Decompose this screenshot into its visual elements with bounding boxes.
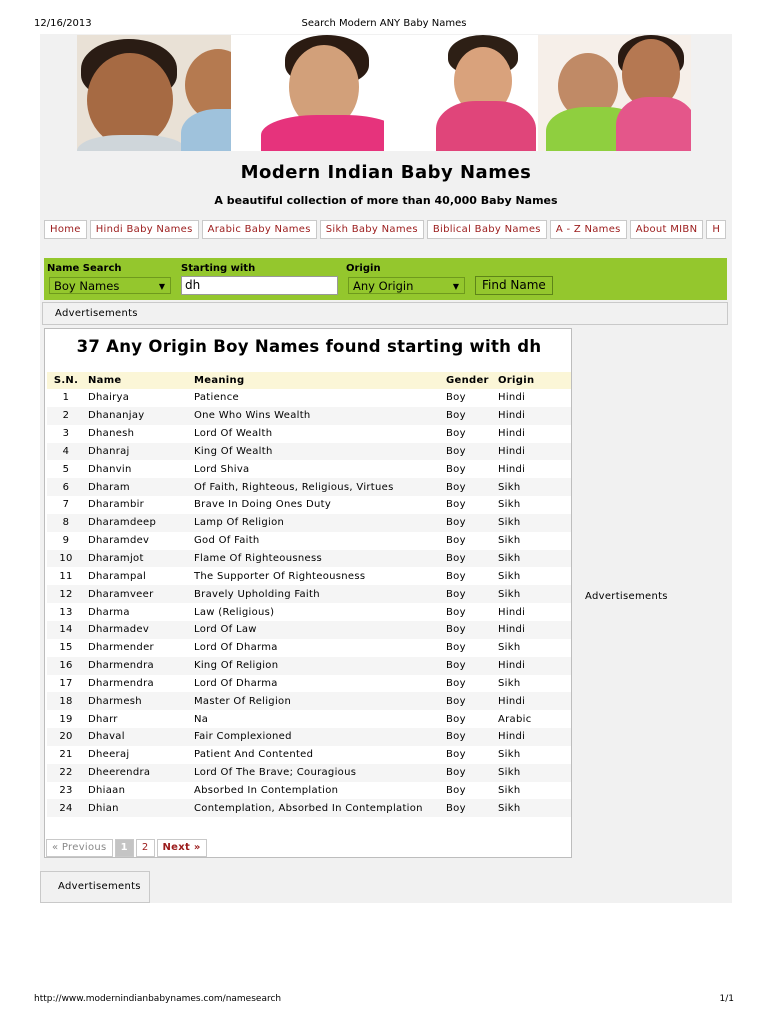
cell-meaning: King Of Wealth <box>191 443 443 461</box>
cell-meaning: Lord Of Law <box>191 621 443 639</box>
cell-origin: Sikh <box>498 642 521 654</box>
cell-gender: Boy <box>446 784 466 796</box>
cell-name: Dharamveer <box>85 585 191 603</box>
cell-sn: 1 <box>62 392 70 404</box>
cell-meaning: The Supporter Of Righteousness <box>194 570 366 582</box>
table-row <box>47 782 571 800</box>
cell-meaning: King Of Religion <box>191 657 443 675</box>
cell-meaning: Of Faith, Righteous, Religious, Virtues <box>191 478 443 496</box>
cell-name: Dharmadev <box>85 621 191 639</box>
cell-gender: Boy <box>443 585 495 603</box>
table-row <box>47 746 571 764</box>
starting-with-label: Starting with <box>181 263 256 274</box>
cell-origin: Sikh <box>495 799 571 817</box>
table-row <box>47 639 571 657</box>
cell-origin: Sikh <box>498 570 521 582</box>
table-row <box>47 764 571 782</box>
cell-origin: Hindi <box>495 728 571 746</box>
main-nav <box>44 220 728 239</box>
nav-biblical-baby-names[interactable]: Biblical Baby Names <box>427 220 547 239</box>
cell-meaning: Patient And Contented <box>194 749 314 761</box>
cell-origin: Sikh <box>498 677 521 689</box>
cell-gender: Boy <box>443 407 495 425</box>
cell-name: Dharmender <box>88 642 154 654</box>
cell-name: Dhiaan <box>88 784 126 796</box>
cell-sn: 7 <box>62 499 70 511</box>
cell-sn: 2 <box>47 407 85 425</box>
cell-sn: 3 <box>62 428 70 440</box>
cell-name: Dharampal <box>88 570 147 582</box>
top-ad-bar <box>42 302 728 325</box>
page-container <box>40 34 732 903</box>
cell-gender: Boy <box>446 392 466 404</box>
cell-gender: Boy <box>443 514 495 532</box>
pager-previous[interactable]: « Previous <box>46 839 113 857</box>
table-row <box>47 603 571 621</box>
cell-origin: Sikh <box>495 514 571 532</box>
cell-meaning: Lord Of Wealth <box>194 428 273 440</box>
print-date: 12/16/2013 <box>34 18 92 29</box>
cell-meaning: Brave In Doing Ones Duty <box>194 499 332 511</box>
advertisements-label: Advertisements <box>55 308 138 319</box>
cell-gender: Boy <box>446 428 466 440</box>
cell-origin: Hindi <box>498 606 526 618</box>
results-panel <box>44 328 572 858</box>
cell-gender: Boy <box>446 535 466 547</box>
nav-sikh-baby-names[interactable]: Sikh Baby Names <box>320 220 424 239</box>
cell-origin: Sikh <box>495 478 571 496</box>
cell-sn: 21 <box>59 749 73 761</box>
cell-meaning: Patience <box>194 392 239 404</box>
cell-meaning: Lord Of Dharma <box>194 642 278 654</box>
cell-sn: 18 <box>47 692 85 710</box>
cell-origin: Hindi <box>498 463 526 475</box>
cell-sn: 12 <box>47 585 85 603</box>
cell-name: Dheeraj <box>88 749 130 761</box>
cell-name: Dharmendra <box>85 657 191 675</box>
cell-origin: Sikh <box>498 535 521 547</box>
origin-select[interactable] <box>348 277 465 294</box>
cell-origin: Sikh <box>498 499 521 511</box>
cell-meaning: Lord Of Dharma <box>194 677 278 689</box>
cell-gender: Boy <box>446 677 466 689</box>
pagination <box>46 839 207 857</box>
table-row <box>47 799 571 817</box>
table-row <box>47 496 571 514</box>
cell-gender: Boy <box>443 621 495 639</box>
pager-next[interactable]: Next » <box>157 839 207 857</box>
cell-meaning: Master Of Religion <box>191 692 443 710</box>
cell-origin: Sikh <box>498 784 521 796</box>
cell-meaning: Flame Of Righteousness <box>191 550 443 568</box>
cell-name: Dhananjay <box>85 407 191 425</box>
cell-sn: 8 <box>47 514 85 532</box>
table-row <box>47 675 571 693</box>
cell-meaning: One Who Wins Wealth <box>191 407 443 425</box>
nav-about-mibn[interactable]: About MIBN <box>630 220 704 239</box>
pager-page-2[interactable]: 2 <box>136 839 155 857</box>
cell-gender: Boy <box>443 478 495 496</box>
cell-sn: 5 <box>62 463 70 475</box>
cell-sn: 6 <box>47 478 85 496</box>
chevron-down-icon: ▼ <box>158 282 165 291</box>
cell-name: Dhanesh <box>88 428 135 440</box>
cell-origin: Hindi <box>495 621 571 639</box>
cell-gender: Boy <box>443 692 495 710</box>
cell-origin: Hindi <box>495 407 571 425</box>
names-table <box>47 372 571 817</box>
cell-gender: Boy <box>443 657 495 675</box>
cell-sn: 20 <box>47 728 85 746</box>
cell-sn: 24 <box>47 799 85 817</box>
cell-name: Dharamjot <box>85 550 191 568</box>
cell-sn: 4 <box>47 443 85 461</box>
nav-home[interactable]: Home <box>44 220 87 239</box>
cell-sn: 9 <box>62 535 70 547</box>
table-row <box>47 567 571 585</box>
column-header-origin: Origin <box>495 372 571 389</box>
cell-sn: 10 <box>47 550 85 568</box>
print-page-number: 1/1 <box>719 994 734 1004</box>
cell-sn: 13 <box>59 606 73 618</box>
names-table-body <box>47 389 571 817</box>
table-row <box>47 585 571 603</box>
cell-sn: 11 <box>59 570 73 582</box>
pager-page-1[interactable]: 1 <box>115 839 134 857</box>
cell-origin: Hindi <box>495 657 571 675</box>
column-header-name: Name <box>85 372 191 389</box>
cell-gender: Boy <box>443 728 495 746</box>
nav-h[interactable]: H <box>706 220 726 239</box>
cell-origin: Sikh <box>495 550 571 568</box>
cell-origin: Sikh <box>498 749 521 761</box>
name-search-select[interactable] <box>49 277 171 294</box>
site-title: Modern Indian Baby Names <box>240 162 532 183</box>
cell-meaning: Contemplation, Absorbed In Contemplation <box>191 799 443 817</box>
cell-gender: Boy <box>443 799 495 817</box>
cell-sn: 16 <box>47 657 85 675</box>
advertisements-label: Advertisements <box>585 591 668 602</box>
column-header-meaning: Meaning <box>191 372 443 389</box>
cell-name: Dharr <box>88 713 118 725</box>
cell-origin: Sikh <box>495 764 571 782</box>
name-search-label: Name Search <box>47 263 122 274</box>
table-row <box>47 407 571 425</box>
origin-value: Any Origin <box>353 279 414 293</box>
table-row <box>47 460 571 478</box>
table-row <box>47 657 571 675</box>
table-row <box>47 550 571 568</box>
cell-origin: Hindi <box>498 392 526 404</box>
cell-name: Dhairya <box>88 392 130 404</box>
cell-name: Dharam <box>85 478 191 496</box>
table-row <box>47 710 571 728</box>
origin-label: Origin <box>346 263 381 274</box>
cell-meaning: Lord Shiva <box>194 463 250 475</box>
cell-name: Dhanraj <box>85 443 191 461</box>
advertisements-label: Advertisements <box>58 881 141 892</box>
table-row <box>47 692 571 710</box>
cell-meaning: Fair Complexioned <box>191 728 443 746</box>
cell-origin: Arabic <box>498 713 532 725</box>
table-header-row <box>47 372 571 389</box>
bottom-ad-box <box>40 871 150 903</box>
table-row <box>47 389 571 407</box>
cell-name: Dharmesh <box>85 692 191 710</box>
cell-gender: Boy <box>446 570 466 582</box>
cell-name: Dhanvin <box>88 463 132 475</box>
print-title: Search Modern ANY Baby Names <box>301 18 467 29</box>
column-header-gender: Gender <box>443 372 495 389</box>
cell-gender: Boy <box>446 606 466 618</box>
cell-name: Dhian <box>85 799 191 817</box>
cell-meaning: Law (Religious) <box>194 606 275 618</box>
cell-origin: Sikh <box>495 585 571 603</box>
cell-gender: Boy <box>446 642 466 654</box>
cell-sn: 17 <box>59 677 73 689</box>
cell-name: Dharamdeep <box>85 514 191 532</box>
table-row <box>47 728 571 746</box>
cell-origin: Hindi <box>495 692 571 710</box>
cell-gender: Boy <box>446 499 466 511</box>
chevron-down-icon: ▼ <box>452 282 459 291</box>
cell-sn: 22 <box>47 764 85 782</box>
cell-meaning: Absorbed In Contemplation <box>194 784 339 796</box>
results-title: 37 Any Origin Boy Names found starting with dh <box>76 337 542 356</box>
print-url: http://www.modernindianbabynames.com/namesearch <box>34 994 282 1004</box>
cell-origin: Hindi <box>495 443 571 461</box>
starting-with-input[interactable]: dh <box>181 276 338 295</box>
cell-meaning: Na <box>194 713 209 725</box>
cell-name: Dharmendra <box>88 677 154 689</box>
table-row <box>47 425 571 443</box>
column-header-sn: S.N. <box>47 372 85 389</box>
find-name-button[interactable]: Find Name <box>475 276 553 295</box>
table-row <box>47 478 571 496</box>
cell-sn: 23 <box>59 784 73 796</box>
table-row <box>47 621 571 639</box>
table-row <box>47 532 571 550</box>
name-search-value: Boy Names <box>54 279 120 293</box>
cell-gender: Boy <box>446 749 466 761</box>
side-ad <box>585 584 668 603</box>
cell-gender: Boy <box>443 550 495 568</box>
cell-gender: Boy <box>443 443 495 461</box>
cell-gender: Boy <box>443 764 495 782</box>
cell-meaning: Lamp Of Religion <box>191 514 443 532</box>
cell-origin: Hindi <box>498 428 526 440</box>
banner-photo <box>77 35 691 151</box>
cell-sn: 14 <box>47 621 85 639</box>
table-row <box>47 443 571 461</box>
cell-meaning: Bravely Upholding Faith <box>191 585 443 603</box>
cell-name: Dharma <box>88 606 130 618</box>
cell-name: Dheerendra <box>85 764 191 782</box>
cell-gender: Boy <box>446 713 466 725</box>
cell-gender: Boy <box>446 463 466 475</box>
cell-meaning: God Of Faith <box>194 535 260 547</box>
cell-meaning: Lord Of The Brave; Couragious <box>191 764 443 782</box>
cell-name: Dharambir <box>88 499 145 511</box>
cell-sn: 15 <box>59 642 73 654</box>
nav-hindi-baby-names[interactable]: Hindi Baby Names <box>90 220 199 239</box>
nav-a-z-names[interactable]: A - Z Names <box>550 220 627 239</box>
search-bar <box>44 258 727 300</box>
nav-arabic-baby-names[interactable]: Arabic Baby Names <box>202 220 317 239</box>
site-subtitle: A beautiful collection of more than 40,000 Baby Names <box>214 194 558 207</box>
cell-name: Dhaval <box>85 728 191 746</box>
table-row <box>47 514 571 532</box>
cell-name: Dharamdev <box>88 535 150 547</box>
cell-sn: 19 <box>59 713 73 725</box>
